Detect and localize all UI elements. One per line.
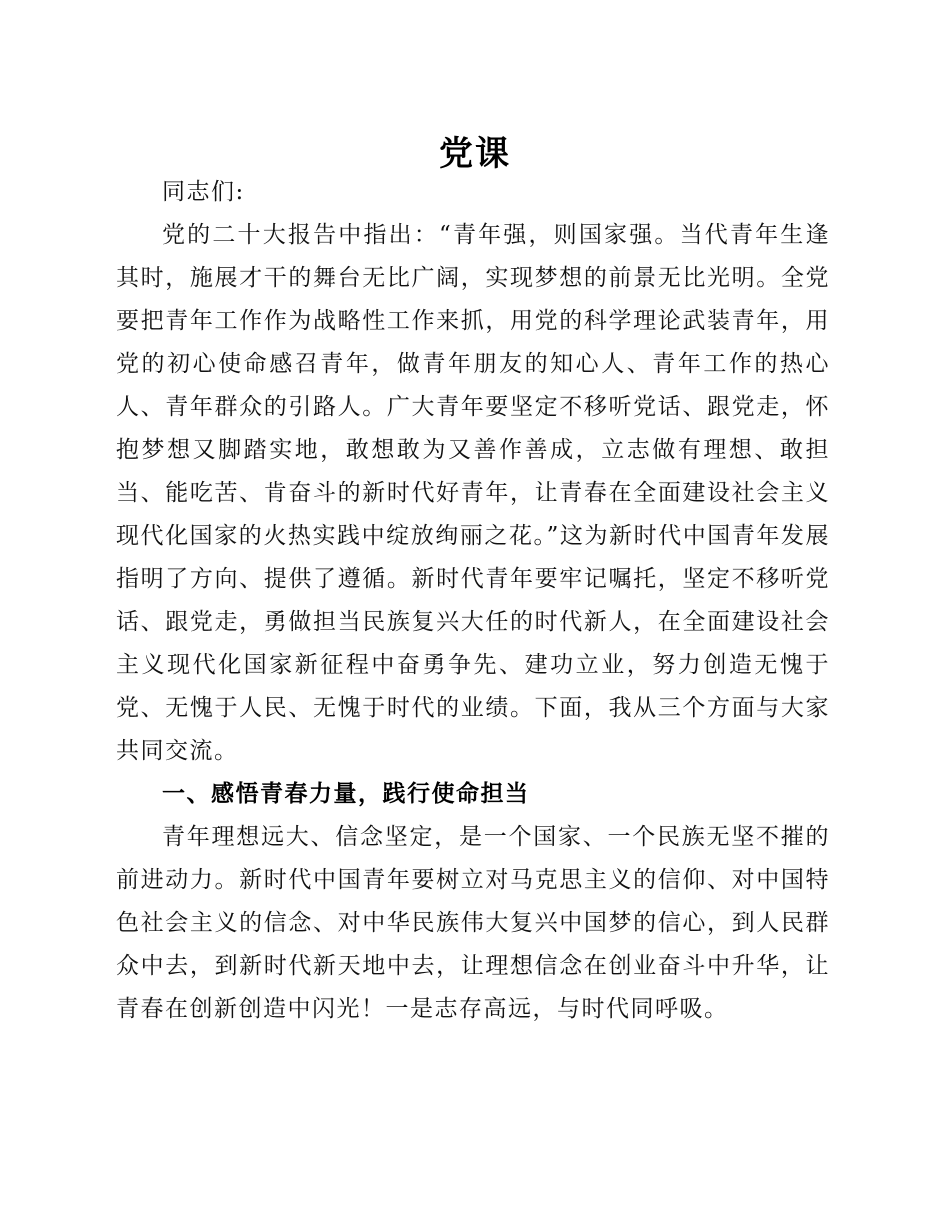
document-title: 党课 xyxy=(439,134,511,174)
salutation: 同志们: xyxy=(162,179,245,205)
section-heading-1: 一、感悟青春力量，践行使命担当 xyxy=(162,781,530,807)
paragraph-intro: 党的二十大报告中指出：“青年强，则国家强。当代青年生逢其时，施展才干的舞台无比广阔，实现梦想的前景无比光明。全党要把青年工作作为战略性工作来抓，用党的科学理论武装青年，用党的初心使命感召青年，做青年朋友的知心人、青年工作的热心人、青年群众的引路人。广大青年要坚定不移听党话、跟党走，怀抱梦想又脚踏实地，敢想敢为又善作善成，立志做有理想、敢担当、能吃苦、肯奋斗的新时代好青年，让青春在全面建设社会主义现代化国家的火热实践中绽放绚丽之花。”这为新时代中国青年发展指明了方向、提供了遵循。新时代青年要牢记嘱托，坚定不移听党话、跟党走，勇做担当民族复兴大任的时代新人，在全面建设社会主义现代化国家新征程中奋勇争先、建功立业，努力创造无愧于党、无愧于人民、无愧于时代的业绩。下面，我从三个方面与大家共同交流。 xyxy=(116,222,830,764)
document-body xyxy=(116,171,830,1031)
paragraph-section-1: 青年理想远大、信念坚定，是一个国家、一个民族无坚不摧的前进动力。新时代中国青年要树立对马克思主义的信仰、对中国特色社会主义的信念、对中华民族伟大复兴中国梦的信心，到人民群众中去，到新时代新天地中去，让理想信念在创业奋斗中升华，让青春在创新创造中闪光！一是志存高远，与时代同呼吸。 xyxy=(116,824,830,1022)
